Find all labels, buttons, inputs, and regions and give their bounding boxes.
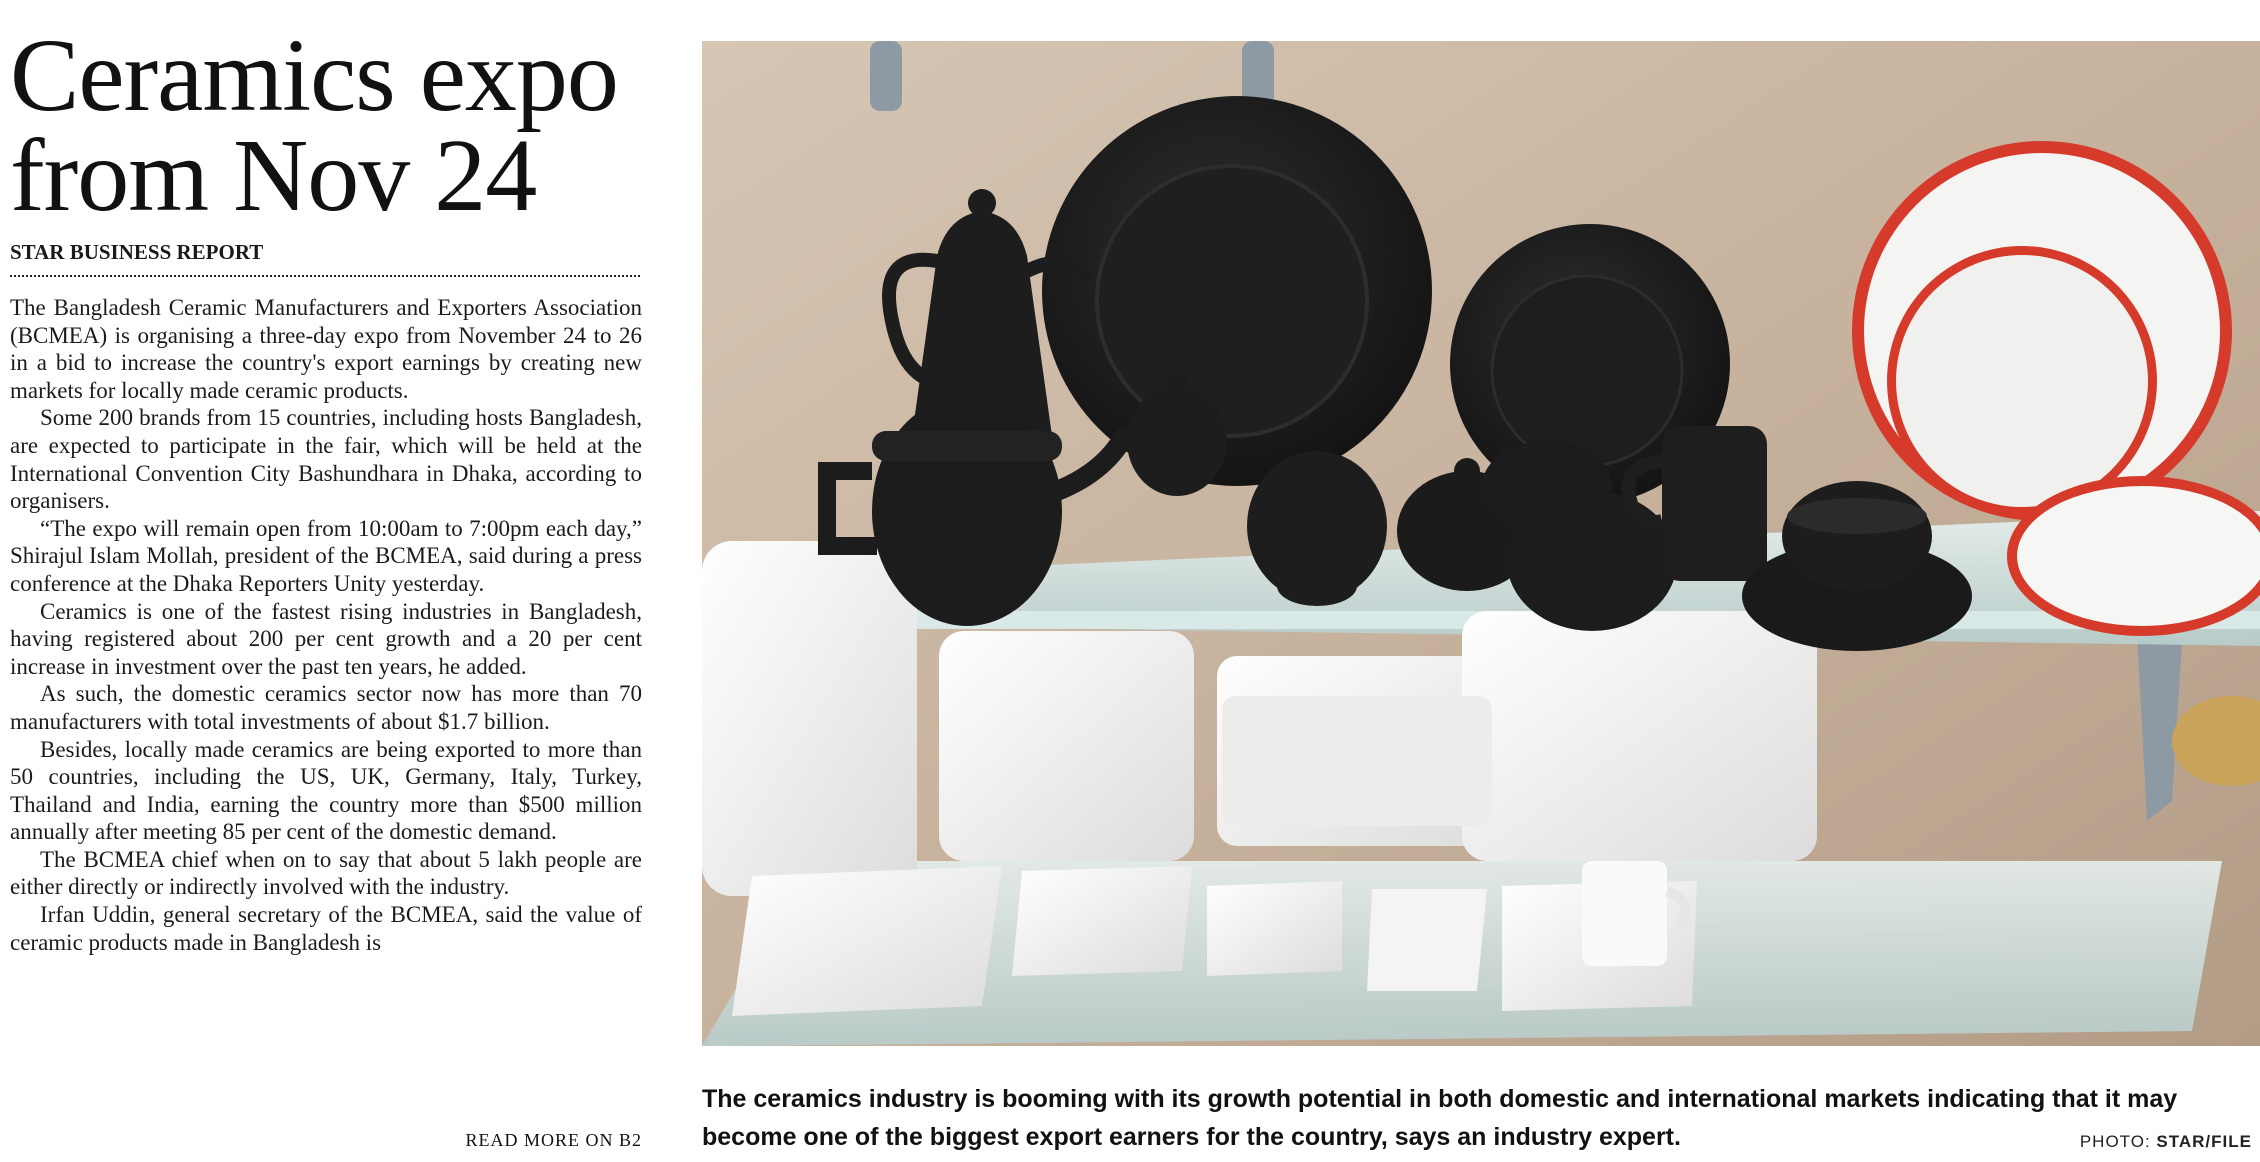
photo-credit	[2080, 1132, 2252, 1152]
ceramics-shelf-illustration	[702, 41, 2260, 1046]
article-paragraph: As such, the domestic ceramics sector now has more than 70 manufacturers with total investments of about $1.7 billion.	[10, 681, 642, 734]
read-more-link[interactable]: READ MORE ON B2	[465, 1130, 642, 1150]
ceramics-display-photo	[702, 41, 2260, 1046]
article-body	[10, 294, 642, 1114]
article-headline: Ceramics expo from Nov 24	[10, 18, 618, 233]
photo-caption: The ceramics industry is booming with its growth potential in both domestic and international markets indicating that it may become one of the biggest export earners for the country, says an industry expert.	[702, 1085, 2178, 1151]
article-byline: STAR BUSINESS REPORT	[10, 240, 264, 264]
photo-credit-source: STAR/FILE	[2156, 1132, 2252, 1151]
article-paragraph: “The expo will remain open from 10:00am to 7:00pm each day,” Shirajul Islam Mollah, president of the BCMEA, said during a press conference at the Dhaka Reporters Unity yesterday.	[10, 515, 642, 596]
byline-divider	[10, 275, 640, 277]
photo-credit-prefix: PHOTO:	[2079, 1132, 2157, 1151]
article-paragraph: Ceramics is one of the fastest rising industries in Bangladesh, having registered about 200 per cent growth and a 20 per cent increase in investment over the past ten years, he added.	[10, 598, 642, 679]
article-paragraph: The BCMEA chief when on to say that about 5 lakh people are either directly or indirectly involved with the industry.	[10, 846, 642, 900]
article-paragraph: Besides, locally made ceramics are being exported to more than 50 countries, including the US, UK, Germany, Italy, Turkey, Thailand and India, earning the country more than $500 million annually after meeting 85 per cent of the domestic demand.	[10, 736, 642, 845]
article-paragraph: Irfan Uddin, general secretary of the BCMEA, said the value of ceramic products made in Bangladesh is	[10, 902, 642, 955]
article-paragraph: Some 200 brands from 15 countries, including hosts Bangladesh, are expected to participate in the fair, which will be held at the International Convention City Bashundhara in Dhaka, according to organisers.	[10, 405, 642, 514]
article-paragraph: The Bangladesh Ceramic Manufacturers and Exporters Association (BCMEA) is organising a three-day expo from November 24 to 26 in a bid to increase the country's export earnings by creating new markets for locally made ceramic products.	[10, 295, 642, 403]
